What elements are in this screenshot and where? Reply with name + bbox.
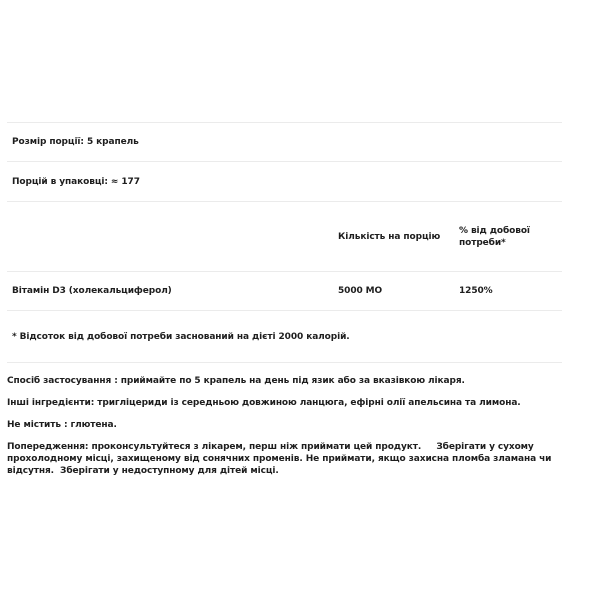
serving-size-row bbox=[7, 122, 562, 161]
header-daily-value: % від добової потреби* bbox=[459, 225, 530, 248]
free-of-text: Не містить : глютена. bbox=[7, 420, 117, 430]
table-row bbox=[7, 271, 562, 310]
footnote: * Відсоток від добової потреби заснований на дієті 2000 калорій. bbox=[12, 331, 350, 342]
table-header-row bbox=[7, 201, 562, 271]
footnote-row bbox=[7, 310, 562, 363]
nutrient-daily-value: 1250% bbox=[459, 286, 493, 296]
warning-text: Попередження: проконсультуйтеся з лікарем, перш ніж приймати цей продукт. Зберігати у сухому прохолодному місці, захищеному від сонячних променів. Не приймати, якщо захисна пломба зламана чи відсутня. Зберігати у недоступному для дітей місці. bbox=[7, 442, 555, 476]
header-amount: Кількість на порцію bbox=[338, 231, 441, 242]
servings-per-container-row bbox=[7, 161, 562, 201]
nutrient-name: Вітамін D3 (холекальциферол) bbox=[12, 286, 172, 296]
servings-per-container: Порцій в упаковці: ≈ 177 bbox=[12, 176, 140, 187]
supplement-facts-table bbox=[7, 122, 562, 363]
other-ingredients-text: Інші інгредієнти: тригліцериди із середньою довжиною ланцюга, ефірні олії апельсина та лимона. bbox=[7, 398, 521, 408]
nutrient-amount: 5000 МО bbox=[338, 286, 383, 296]
usage-text: Спосіб застосування : приймайте по 5 крапель на день під язик або за вказівкою лікаря. bbox=[7, 376, 465, 386]
serving-size: Розмір порції: 5 крапель bbox=[12, 137, 139, 147]
